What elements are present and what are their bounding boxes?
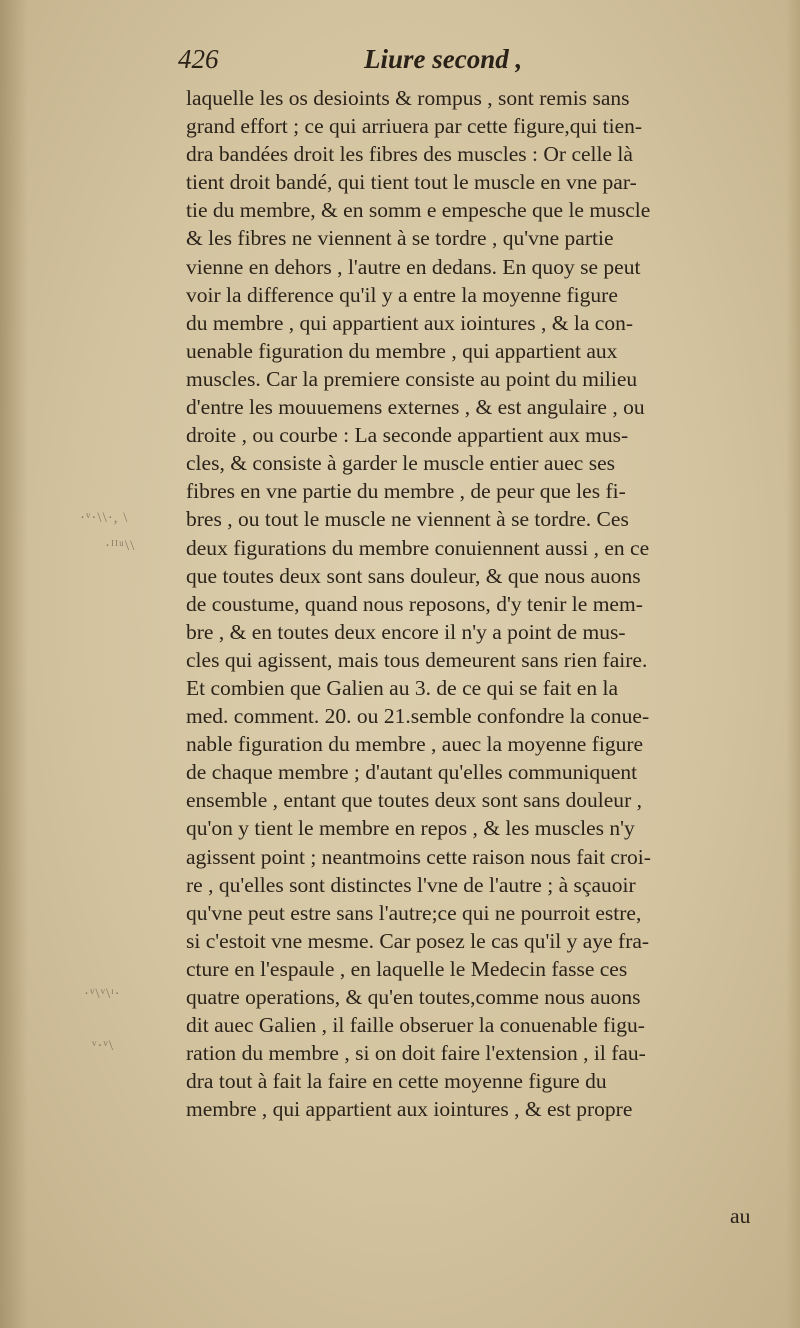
text-line: Et combien que Galien au 3. de ce qui se fait en la (186, 675, 619, 700)
text-line: agissent point ; neantmoins cette raison nous fait croi- (186, 844, 651, 869)
text-line: deux figurations du membre conuiennent aussi , en ce (186, 535, 650, 560)
margin-note: ᵛ·ᵛ\ (92, 1038, 114, 1054)
text-line: grand effort ; ce qui arriuera par cette figure,qui tien- (186, 114, 643, 139)
text-line: & les fibres ne viennent à se tordre , qu'vne partie (186, 226, 614, 251)
text-line: tient droit bandé, qui tient tout le muscle en vne par- (186, 170, 637, 195)
text-line: quatre operations, & qu'en toutes,comme nous auons (186, 985, 641, 1009)
text-line: membre , qui appartient aux iointures , & est propre (186, 1097, 633, 1122)
text-line: med. comment. 20. ou 21.semble confondre la conue- (186, 704, 650, 729)
text-line: d'entre les mouuemens externes , & est angulaire , ou (186, 395, 645, 420)
text-line: vienne en dehors , l'autre en dedans. En quoy se peut (186, 254, 641, 279)
text-line: qu'vne peut estre sans l'autre;ce qui ne pourroit estre, (186, 900, 642, 925)
page-number: 426 (178, 44, 219, 74)
page-header (178, 44, 578, 84)
text-line: re , qu'elles sont distinctes l'vne de l'autre ; à sçauoir (186, 872, 636, 897)
margin-note: ·ᵛ\ᵛ\ᶦ· (84, 986, 121, 1002)
text-line: cles qui agissent, mais tous demeurent sans rien faire. (186, 647, 648, 672)
text-line: de chaque membre ; d'autant qu'elles communiquent (186, 760, 638, 785)
text-line: cture en l'espaule , en laquelle le Medecin fasse ces (186, 956, 628, 981)
text-line: du membre , qui appartient aux iointures , & la con- (186, 310, 634, 335)
text-line: bres , ou tout le muscle ne viennent à se tordre. Ces (186, 507, 629, 532)
text-line: droite , ou courbe : La seconde appartient aux mus- (186, 423, 629, 448)
catchword: au (730, 1204, 751, 1228)
text-line: dra tout à fait la faire en cette moyenne figure du (186, 1069, 607, 1094)
text-line: dit auec Galien , il faille obseruer la conuenable figu- (186, 1013, 645, 1038)
text-line: cles, & consiste à garder le muscle entier auec ses (186, 451, 616, 476)
text-line: qu'on y tient le membre en repos , & les muscles n'y (186, 816, 635, 841)
text-line: si c'estoit vne mesme. Car posez le cas qu'il y aye fra- (186, 928, 650, 953)
text-line: que toutes deux sont sans douleur, & que nous auons (186, 563, 641, 588)
text-line: ration du membre , si on doit faire l'extension , il fau- (186, 1041, 646, 1066)
margin-note: ·ᴵᴵᵘ\\ (105, 538, 136, 554)
text-line: bre , & en toutes deux encore il n'y a point de mus- (186, 619, 626, 644)
text-line: de coustume, quand nous reposons, d'y tenir le mem- (186, 591, 643, 616)
text-line: uenable figuration du membre , qui appartient aux (186, 338, 618, 363)
text-line: fibres en vne partie du membre , de peur que les fi- (186, 479, 626, 504)
text-line: dra bandées droit les fibres des muscles : Or celle là (186, 142, 633, 167)
text-line: ensemble , entant que toutes deux sont sans douleur , (186, 788, 643, 813)
running-head: Liure second , (364, 44, 523, 74)
text-line: tie du membre, & en somm e empesche que le muscle (186, 198, 651, 223)
text-line: laquelle les os desioints & rompus , sont remis sans (186, 86, 630, 110)
margin-note: ·ᵛ·\\·, \ (80, 510, 129, 526)
text-line: nable figuration du membre , auec la moyenne figure (186, 732, 644, 757)
page-edge-shadow (786, 0, 800, 1328)
text-line: muscles. Car la premiere consiste au point du milieu (186, 366, 638, 391)
page-gutter-shadow (0, 0, 28, 1328)
body-text (186, 84, 766, 1123)
text-line: voir la difference qu'il y a entre la moyenne figure (186, 282, 618, 307)
